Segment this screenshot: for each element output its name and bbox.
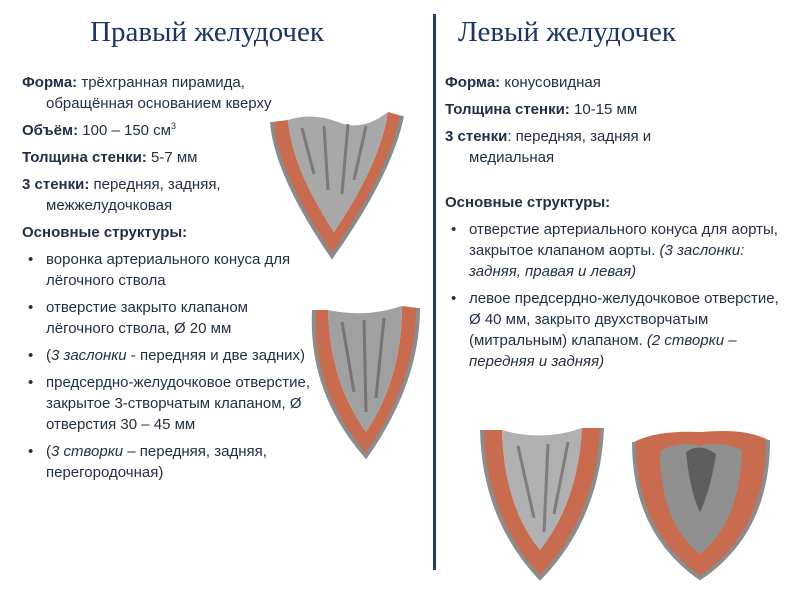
right-ventricle-title: Правый желудочек — [90, 16, 324, 48]
rv-walls-label: 3 стенки: — [22, 176, 90, 193]
left-ventricle-illustration-left — [478, 422, 608, 582]
lv-structures-heading: Основные структуры: — [445, 194, 611, 211]
rv-item4-text: предсердно-желудочковое отверстие, закрытое 3-створчатым клапаном, Ø отверстия 30 – 45 мм — [46, 374, 311, 433]
lv-structures-list — [445, 219, 785, 372]
right-ventricle-illustration-bottom — [306, 302, 426, 462]
list-item — [22, 372, 312, 435]
list-item — [22, 441, 312, 483]
lv-walls-value: : передняя, задняя и медиальная — [469, 128, 652, 166]
rv-item5-prefix: ( — [46, 443, 51, 460]
rv-item1-text: воронка артериального конуса для лёгочного ствола — [46, 251, 291, 289]
left-ventricle-title: Левый желудочек — [458, 16, 677, 48]
rv-volume-unit-sup: 3 — [171, 121, 177, 131]
list-item — [445, 288, 785, 372]
rv-wall-value: 5-7 мм — [150, 149, 198, 166]
rv-item3-prefix: ( — [46, 347, 51, 364]
rv-volume-label: Объём: — [22, 122, 79, 139]
rv-shape-value: трёхгранная пирамида, обращённая основанием кверху — [46, 74, 272, 112]
list-item — [22, 345, 312, 366]
column-divider — [433, 14, 436, 570]
lv-item2-text: левое предсердно-желудочковое отверстие, Ø 40 мм, закрыто двухстворчатым (митральным) клапаном. — [469, 290, 779, 349]
lv-walls — [445, 126, 731, 168]
lv-shape — [445, 72, 785, 93]
lv-walls-label: 3 стенки — [445, 128, 508, 145]
list-item — [445, 219, 785, 282]
lv-item2-italic: (2 створки – передняя и задняя) — [469, 332, 737, 370]
left-ventricle-illustration-right — [626, 422, 776, 582]
rv-structures-list — [22, 249, 312, 483]
rv-structures-heading: Основные структуры: — [22, 224, 188, 241]
lv-wall — [445, 99, 785, 120]
list-item — [22, 297, 312, 339]
rv-walls-value: передняя, задняя, межжелудочковая — [46, 176, 221, 214]
rv-item2-text: отверстие закрыто клапаном лёгочного ствола, Ø 20 мм — [46, 299, 248, 337]
rv-wall-label: Толщина стенки: — [22, 149, 147, 166]
rv-volume-value: 100 – 150 см — [82, 122, 171, 139]
rv-item3-italic: 3 заслонки — [51, 347, 127, 364]
rv-item5-italic: 3 створки — [51, 443, 124, 460]
lv-item1-text: отверстие артериального конуса для аорты, закрытое клапаном аорты. — [469, 221, 778, 259]
lv-item1-italic: (3 заслонки: задняя, правая и левая) — [469, 242, 745, 280]
lv-shape-label: Форма: — [445, 74, 501, 91]
lv-wall-value: 10-15 мм — [573, 101, 638, 118]
lv-wall-label: Толщина стенки: — [445, 101, 570, 118]
right-ventricle-illustration-top — [262, 104, 412, 264]
rv-item5-suffix: – передняя, задняя, перегородочная) — [46, 443, 267, 481]
rv-item3-suffix: - передняя и две задних) — [126, 347, 305, 364]
left-ventricle-column — [445, 72, 785, 378]
rv-shape-label: Форма: — [22, 74, 78, 91]
lv-shape-value: конусовидная — [504, 74, 601, 91]
